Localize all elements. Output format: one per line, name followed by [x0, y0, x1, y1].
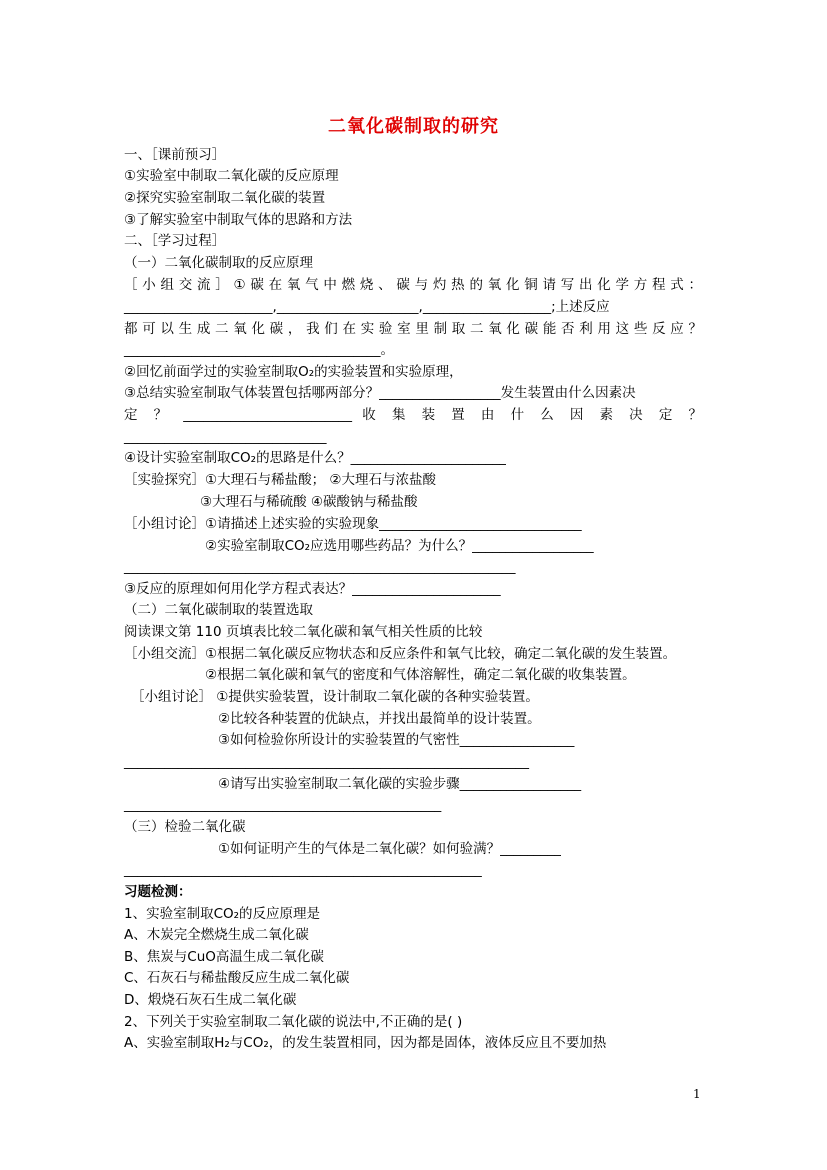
text-line: ③总结实验室制取气体装置包括哪两部分？__________________发生装置由什么因素决	[124, 385, 636, 401]
text-line: __________________________________________________________	[124, 559, 516, 575]
text-line: 2、下列关于实验室制取二氧化碳的说法中,不正确的是( )	[124, 1014, 463, 1030]
text-line: ［小组交流］①根据二氧化碳反应物状态和反应条件和氧气比较，确定二氧化碳的发生装置。	[124, 646, 677, 662]
text-line: ②比较各种装置的优缺点，并找出最简单的设计装置。	[218, 711, 541, 727]
text-line: ③如何检验你所设计的实验装置的气密性_________________	[218, 732, 575, 748]
text-line: ②实验室制取CO₂应选用哪些药品？为什么？__________________	[205, 538, 594, 554]
text-line: ④请写出实验室制取二氧化碳的实验步骤__________________	[218, 776, 582, 792]
section-heading: 习题检测：	[124, 884, 192, 900]
text-line: A、木炭完全燃烧生成二氧化碳	[124, 927, 309, 943]
text-line: ［实验探究］①大理石与稀盐酸； ②大理石与浓盐酸	[124, 472, 436, 488]
text-line: ______________________________	[124, 429, 327, 445]
text-line: D、煅烧石灰石生成二氧化碳	[124, 992, 297, 1008]
text-line: 一、［课前预习］	[124, 147, 226, 163]
text-line: 阅读课文第 110 页填表比较二氧化碳和氧气相关性质的比较	[124, 624, 483, 640]
text-line: 定 ？ _________________________ 收 集 装 置 由 什 么 因 素 决 定 ？	[124, 407, 702, 423]
text-line: A、实验室制取H₂与CO₂，的发生装置相同，因为都是固体，液体反应且不要加热	[124, 1035, 607, 1051]
page-title: 二氧化碳制取的研究	[328, 116, 499, 137]
text-line: 都可以生成二氧化碳，我们在实验室里制取二氧化碳能否利用这些反应？	[124, 321, 702, 337]
text-line: 1、实验室制取CO₂的反应原理是	[124, 906, 321, 922]
text-line: ［小组讨论］①请描述上述实验的实验现象______________________________	[124, 516, 582, 532]
text-line: ［小组交流］①碳在氧气中燃烧、碳与灼热的氧化铜请写出化学方程式：	[124, 277, 702, 293]
text-line: ④设计实验室制取CO₂的思路是什么？_______________________	[124, 450, 506, 466]
text-line: ［小组讨论］ ①提供实验装置，设计制取二氧化碳的各种实验装置。	[131, 689, 539, 705]
text-line: _____________________________________________________	[124, 862, 482, 878]
page-number: 1	[693, 1087, 701, 1101]
text-line: ____________________________________________________________	[124, 754, 529, 770]
text-line: ①如何证明产生的气体是二氧化碳？如何验满？_________	[218, 841, 561, 857]
text-line: ③了解实验室中制取气体的思路和方法	[124, 212, 353, 228]
text-line: （三）检验二氧化碳	[124, 819, 246, 835]
text-line: ①实验室中制取二氧化碳的反应原理	[124, 168, 339, 184]
text-line: （二）二氧化碳制取的装置选取	[124, 602, 313, 618]
text-line: ③反应的原理如何用化学方程式表达？______________________	[124, 581, 501, 597]
text-line: ______________________,_____________________,___________________;上述反应	[124, 299, 610, 315]
text-line: ③大理石与稀硫酸 ④碳酸钠与稀盐酸	[200, 494, 418, 510]
text-line: ______________________________________。	[124, 342, 394, 358]
text-line: C、石灰石与稀盐酸反应生成二氧化碳	[124, 970, 350, 986]
text-line: ②回忆前面学过的实验室制取O₂的实验装置和实验原理，	[124, 364, 463, 380]
text-line: B、焦炭与CuO高温生成二氧化碳	[124, 949, 324, 965]
text-line: _______________________________________________	[124, 797, 442, 813]
text-line: ②根据二氧化碳和氧气的密度和气体溶解性，确定二氧化碳的收集装置。	[205, 667, 636, 683]
text-line: ②探究实验室制取二氧化碳的装置	[124, 190, 326, 206]
text-line: （一）二氧化碳制取的反应原理	[124, 255, 313, 271]
text-line: 二、［学习过程］	[124, 233, 226, 249]
